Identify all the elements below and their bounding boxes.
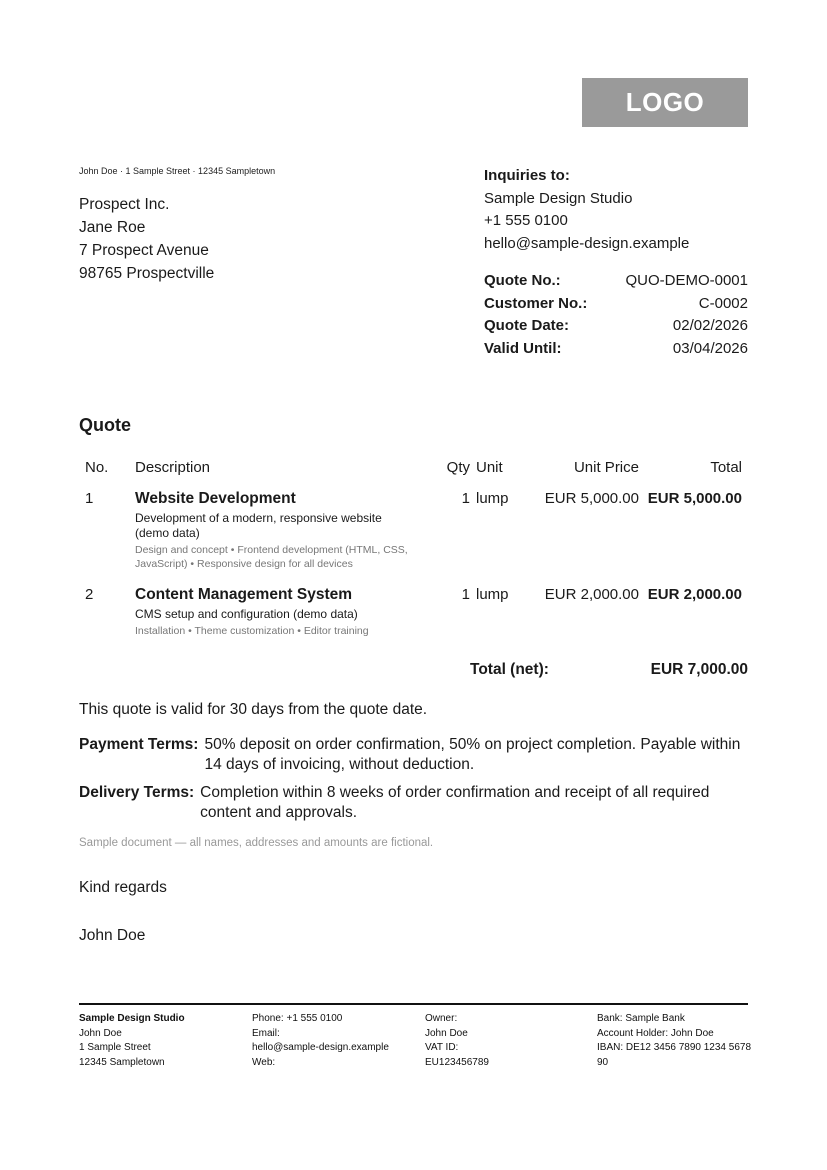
item-unit-price: EUR 5,000.00 <box>544 490 639 507</box>
signature-name: John Doe <box>79 927 146 944</box>
footer-line: 1 Sample Street <box>79 1042 151 1053</box>
footer-line: 12345 Sampletown <box>79 1056 165 1068</box>
header-total: Total <box>710 458 742 476</box>
item-details: Installation • Theme customization • Editor training <box>135 625 369 637</box>
footer-line: Phone: +1 555 0100 <box>252 1013 343 1024</box>
item-unit: lump <box>476 490 509 507</box>
closing: Kind regards <box>79 879 167 896</box>
validity-note: This quote is valid for 30 days from the quote date. <box>79 701 428 718</box>
footer-owner <box>425 1012 590 1070</box>
item-unit: lump <box>476 586 509 603</box>
meta-value: 03/04/2026 <box>672 340 748 358</box>
footer-line: Bank: Sample Bank <box>597 1013 685 1024</box>
meta-label: Customer No.: <box>484 294 588 312</box>
delivery-terms-text: Completion within 8 weeks of order confirmation and receipt of all required content and approvals. <box>200 784 710 821</box>
footer-line: EU123456789 <box>425 1056 489 1068</box>
item-total: EUR 5,000.00 <box>647 490 742 507</box>
item-title: Website Development <box>135 490 296 507</box>
meta-label: Quote No.: <box>484 272 561 289</box>
disclaimer: Sample document — all names, addresses and amounts are fictional. <box>79 837 434 849</box>
inquiries-email: hello@sample-design.example <box>484 234 690 252</box>
footer-line: Web: <box>252 1056 276 1068</box>
recipient-city: 98765 Prospectville <box>79 265 215 282</box>
item-description <box>135 489 425 585</box>
recipient-address <box>79 193 214 285</box>
footer-line: Owner: <box>425 1013 458 1024</box>
meta-customer-no <box>484 293 748 316</box>
item-title: Content Management System <box>135 586 353 603</box>
item-no: 1 <box>85 490 94 507</box>
payment-terms-label: Payment Terms: <box>79 736 199 753</box>
header-unit-price: Unit Price <box>573 458 639 476</box>
footer-company-name: Sample Design Studio <box>79 1013 185 1024</box>
delivery-terms-label: Delivery Terms: <box>79 784 195 801</box>
inquiries-label: Inquiries to: <box>484 167 570 184</box>
page-title: Quote <box>79 415 131 435</box>
footer-line: VAT ID: <box>425 1042 459 1053</box>
inquiries-block <box>484 165 689 255</box>
meta-valid-until <box>484 338 748 361</box>
meta-value: 02/02/2026 <box>672 317 748 335</box>
item-description <box>135 585 425 652</box>
item-details: Design and concept • Frontend development (HTML, CSS, JavaScript) • Responsive design for all devices <box>135 544 408 570</box>
recipient-company: Prospect Inc. <box>79 196 170 213</box>
total-label: Total (net): <box>470 661 549 678</box>
table-header-row <box>79 455 748 489</box>
footer-line: Email: <box>252 1027 280 1039</box>
header-qty: Qty <box>446 458 470 476</box>
header-unit: Unit <box>476 458 503 476</box>
recipient-street: 7 Prospect Avenue <box>79 242 209 259</box>
footer-line: John Doe <box>425 1027 468 1039</box>
meta-label: Valid Until: <box>484 340 562 358</box>
footer-contact <box>252 1012 417 1070</box>
footer-line: IBAN: DE12 3456 7890 1234 5678 90 <box>597 1042 752 1068</box>
company-logo: LOGO <box>582 78 748 127</box>
footer-company <box>79 1012 244 1070</box>
recipient-name: Jane Roe <box>79 219 146 236</box>
item-total: EUR 2,000.00 <box>647 586 742 603</box>
sender-address-line: John Doe · 1 Sample Street · 12345 Sampletown <box>79 166 276 176</box>
quote-meta <box>484 270 748 361</box>
footer-bank <box>597 1012 752 1070</box>
header-no: No. <box>85 458 109 476</box>
table-row <box>79 585 748 652</box>
footer-line: John Doe <box>79 1027 122 1039</box>
payment-terms-text: 50% deposit on order confirmation, 50% on project completion. Payable within 14 days of invoicing, without deduction. <box>204 736 741 773</box>
item-subtitle: CMS setup and configuration (demo data) <box>135 607 358 621</box>
delivery-terms <box>79 783 748 823</box>
total-value: EUR 7,000.00 <box>650 661 748 678</box>
item-qty: 1 <box>461 490 470 507</box>
item-no: 2 <box>85 586 94 603</box>
inquiries-company: Sample Design Studio <box>484 189 633 207</box>
payment-terms <box>79 735 748 775</box>
meta-value: C-0002 <box>698 294 748 312</box>
meta-quote-no <box>484 270 748 293</box>
meta-label: Quote Date: <box>484 317 570 335</box>
item-unit-price: EUR 2,000.00 <box>544 586 639 603</box>
footer-line: Account Holder: John Doe <box>597 1027 714 1039</box>
footer-email[interactable]: hello@sample-design.example <box>252 1042 389 1053</box>
total-net <box>470 661 748 679</box>
line-items-table <box>79 455 748 652</box>
footer-divider <box>79 1003 748 1005</box>
inquiries-phone: +1 555 0100 <box>484 212 568 229</box>
item-subtitle: Development of a modern, responsive website (demo data) <box>135 511 382 540</box>
meta-quote-date <box>484 315 748 338</box>
item-qty: 1 <box>461 586 470 603</box>
meta-value: QUO-DEMO-0001 <box>625 272 748 289</box>
header-description: Description <box>135 458 211 476</box>
table-row <box>79 489 748 585</box>
